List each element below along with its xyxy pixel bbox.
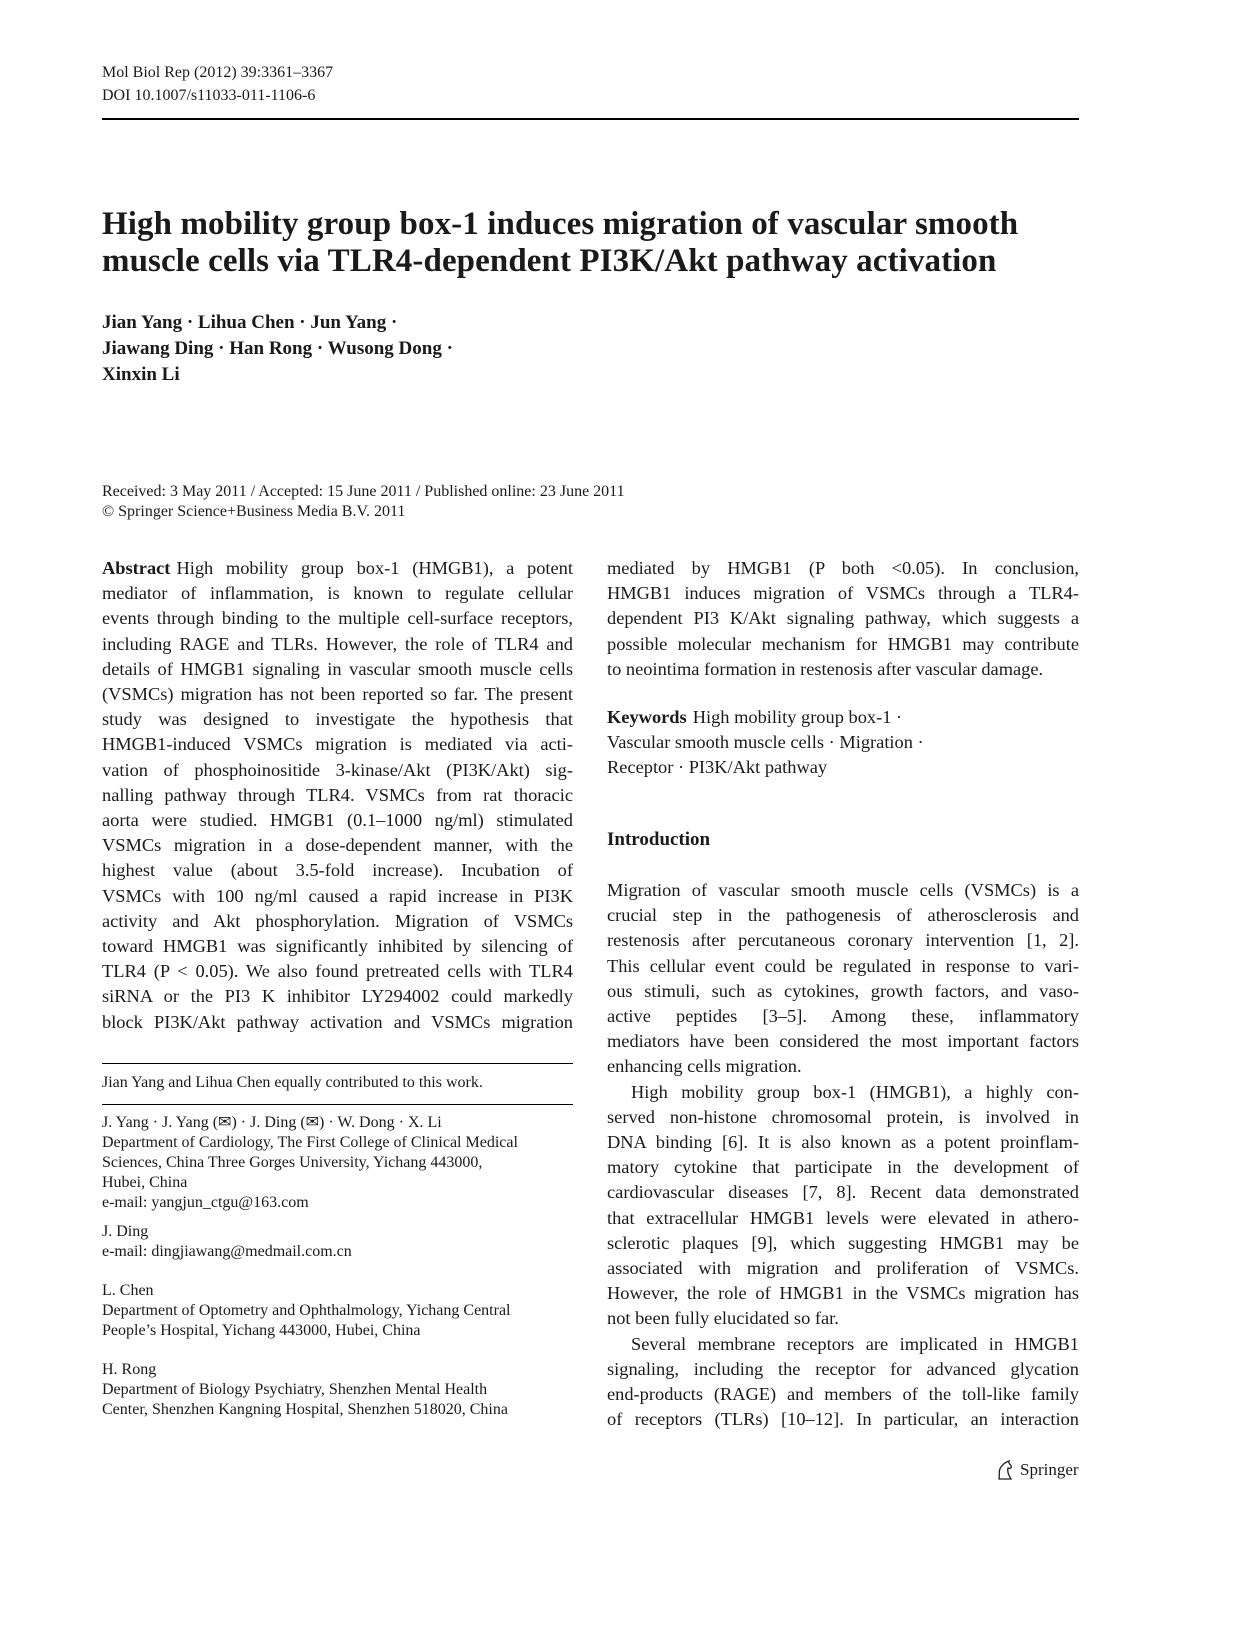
intro-line: DNA binding [6]. It is also known as a potent proinflam- (607, 1132, 1079, 1153)
intro-line: active peptides [3–5]. Among these, inflammatory (607, 1006, 1079, 1027)
abstract-line: aorta were studied. HMGB1 (0.1–1000 ng/ml) stimulated (102, 810, 573, 831)
intro-line: associated with migration and proliferation of VSMCs. (607, 1258, 1079, 1279)
intro-line: signaling, including the receptor for advanced glycation (607, 1358, 1079, 1379)
abstract-line: HMGB1-induced VSMCs migration is mediated via acti- (102, 734, 573, 755)
abstract-line: VSMCs migration in a dose-dependent manner, with the (102, 835, 573, 856)
keywords (607, 705, 1079, 781)
authors-line-1: Jian Yang · Lihua Chen · Jun Yang · (102, 312, 398, 333)
authors-line-3: Xinxin Li (102, 364, 180, 385)
abstract-line: nalling pathway through TLR4. VSMCs from rat thoracic (102, 784, 573, 805)
intro-line: crucial step in the pathogenesis of atherosclerosis and (607, 905, 1079, 926)
abstract-line: Abstract High mobility group box-1 (HMGB1), a potent (102, 558, 573, 578)
keywords-line: Keywords High mobility group box-1 · (607, 707, 903, 727)
aff4-dept: Center, Shenzhen Kangning Hospital, Shenzhen 518020, China (102, 1401, 508, 1418)
aff3-dept: Department of Optometry and Ophthalmology, Yichang Central (102, 1302, 511, 1319)
header-rule (102, 118, 1079, 120)
doi[interactable]: DOI 10.1007/s11033-011-1106-6 (102, 87, 316, 104)
intro-line: sclerotic plaques [9], which suggesting HMGB1 may be (607, 1232, 1079, 1253)
affiliation-rule (102, 1104, 573, 1105)
abstract-line: HMGB1 induces migration of VSMCs through a TLR4- (607, 583, 1079, 604)
equal-contribution-note (102, 1073, 573, 1093)
abstract-line: block PI3K/Akt pathway activation and VSMCs migration (102, 1011, 573, 1032)
abstract-line: mediator of inflammation, is known to regulate cellular (102, 583, 573, 604)
introduction-heading: Introduction (607, 829, 711, 850)
equal-contribution-text: Jian Yang and Lihua Chen equally contributed to this work. (102, 1074, 483, 1091)
springer-text: Springer (1020, 1460, 1079, 1479)
title-line-2: muscle cells via TLR4-dependent PI3K/Akt pathway activation (102, 243, 997, 279)
intro-line: that extracellular HMGB1 levels were elevated in athero- (607, 1207, 1079, 1228)
copyright: © Springer Science+Business Media B.V. 2011 (102, 503, 406, 520)
springer-horse-icon (995, 1459, 1015, 1481)
aff1-names: J. Yang · J. Yang (✉) · J. Ding (✉) · W. Dong · X. Li (102, 1114, 442, 1131)
abstract-line: activity and Akt phosphorylation. Migration of VSMCs (102, 910, 573, 931)
intro-line: matory cytokine that participate in the development of (607, 1157, 1079, 1178)
abstract (102, 556, 573, 1035)
intro-line: Migration of vascular smooth muscle cells (VSMCs) is a (607, 880, 1079, 900)
abstract-line: events through binding to the multiple cell-surface receptors, (102, 608, 573, 629)
footnote-rule (102, 1063, 573, 1064)
aff3-name: L. Chen (102, 1282, 154, 1299)
aff3-dept: People’s Hospital, Yichang 443000, Hubei, China (102, 1322, 421, 1339)
intro-line: not been fully elucidated so far. (607, 1308, 839, 1329)
abstract-line: highest value (about 3.5-fold increase). Incubation of (102, 860, 573, 881)
abstract-line: including RAGE and TLRs. However, the role of TLR4 and (102, 633, 573, 654)
abstract-label: Abstract (102, 558, 171, 578)
aff4-dept: Department of Biology Psychiatry, Shenzhen Mental Health (102, 1381, 488, 1398)
authors-line-2: Jiawang Ding · Han Rong · Wusong Dong · (102, 338, 453, 359)
affiliations (102, 1113, 573, 1420)
abstract-line: to neointima formation in restenosis after vascular damage. (607, 658, 1044, 679)
intro-line: mediators have been considered the most important factors (607, 1031, 1079, 1052)
aff1-dept: Sciences, China Three Gorges University, Yichang 443000, (102, 1154, 483, 1171)
springer-logo (995, 1459, 1079, 1481)
abstract-line: details of HMGB1 signaling in vascular smooth muscle cells (102, 658, 573, 679)
intro-line: cardiovascular diseases [7, 8]. Recent data demonstrated (607, 1182, 1079, 1203)
intro-line: ous stimuli, such as cytokines, growth factors, and vaso- (607, 980, 1079, 1001)
abstract-line: (VSMCs) migration has not been reported so far. The present (102, 684, 573, 705)
keywords-line: Vascular smooth muscle cells · Migration · (607, 732, 924, 753)
abstract-line: TLR4 (P < 0.05). We also found pretreated cells with TLR4 (102, 961, 573, 982)
aff2-name: J. Ding (102, 1223, 149, 1240)
abstract-line: mediated by HMGB1 (P both <0.05). In conclusion, (607, 558, 1079, 578)
intro-line: High mobility group box-1 (HMGB1), a highly con- (631, 1081, 1079, 1102)
abstract-line: toward HMGB1 was significantly inhibited by silencing of (102, 936, 573, 957)
aff1-dept: Department of Cardiology, The First College of Clinical Medical (102, 1134, 518, 1151)
intro-line: served non-histone chromosomal protein, is involved in (607, 1106, 1079, 1127)
intro-line: However, the role of HMGB1 in the VSMCs migration has (607, 1283, 1079, 1304)
abstract-line: VSMCs with 100 ng/ml caused a rapid increase in PI3K (102, 885, 573, 906)
keywords-line: Receptor · PI3K/Akt pathway (607, 757, 828, 778)
abstract-line: siRNA or the PI3 K inhibitor LY294002 could markedly (102, 986, 573, 1007)
abstract-line: possible molecular mechanism for HMGB1 may contribute (607, 633, 1079, 654)
intro-line: end-products (RAGE) and members of the toll-like family (607, 1384, 1079, 1405)
abstract-line: vation of phosphoinositide 3-kinase/Akt (PI3K/Akt) sig- (102, 759, 573, 780)
author-list (102, 310, 453, 388)
intro-line: restenosis after percutaneous coronary intervention [1, 2]. (607, 930, 1079, 951)
intro-line: of receptors (TLRs) [10–12]. In particular, an interaction (607, 1409, 1079, 1430)
intro-line: Several membrane receptors are implicated in HMGB1 (631, 1333, 1079, 1354)
keywords-label: Keywords (607, 707, 687, 727)
introduction-body (607, 878, 1079, 1432)
aff2-email[interactable]: e-mail: dingjiawang@medmail.com.cn (102, 1243, 352, 1260)
title-line-1: High mobility group box-1 induces migration of vascular smooth (102, 206, 1019, 242)
intro-line: This cellular event could be regulated in response to vari- (607, 955, 1079, 976)
journal-citation: Mol Biol Rep (2012) 39:3361–3367 (102, 64, 334, 81)
publication-history (102, 482, 625, 522)
abstract-line: dependent PI3 K/Akt signaling pathway, which suggests a (607, 608, 1079, 629)
intro-line: enhancing cells migration. (607, 1056, 802, 1077)
abstract-continued (607, 556, 1079, 682)
history-dates: Received: 3 May 2011 / Accepted: 15 June 2011 / Published online: 23 June 2011 (102, 483, 625, 500)
article-title (102, 206, 1079, 280)
aff4-name: H. Rong (102, 1361, 157, 1378)
abstract-line: study was designed to investigate the hypothesis that (102, 709, 573, 730)
aff1-email[interactable]: e-mail: yangjun_ctgu@163.com (102, 1194, 309, 1211)
aff1-dept: Hubei, China (102, 1174, 188, 1191)
